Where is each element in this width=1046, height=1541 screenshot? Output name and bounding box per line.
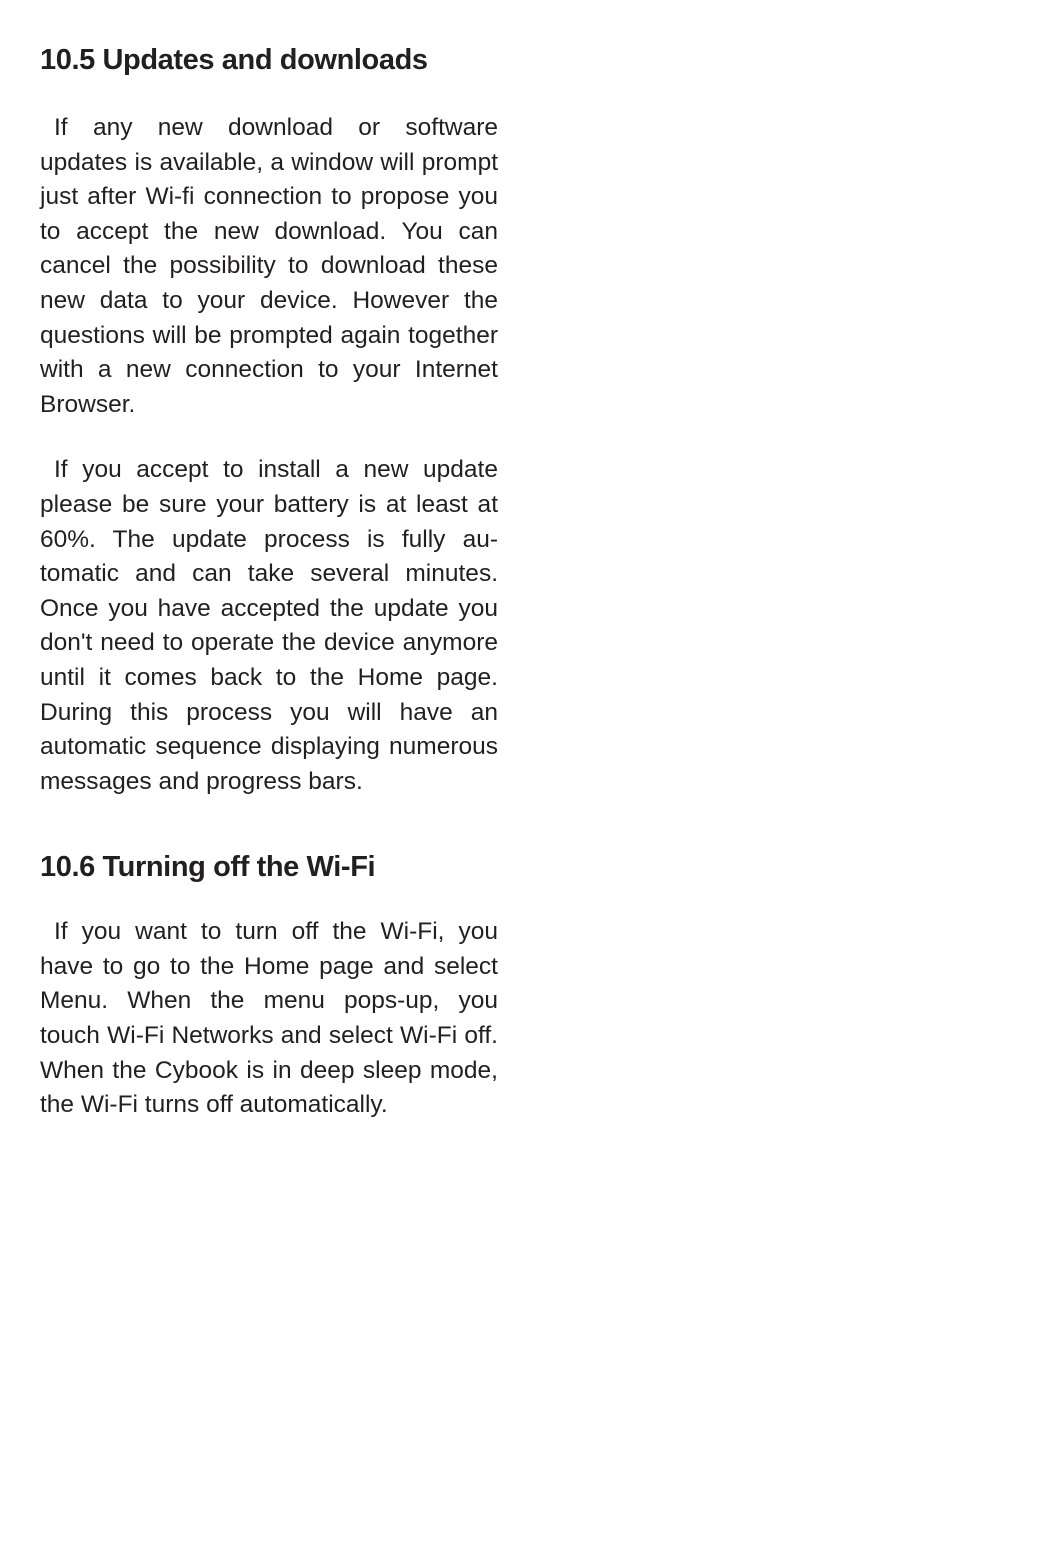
text-column — [40, 38, 498, 1123]
paragraph-updates-install: If you accept to install a new update please be sure your battery is at least at 60%. The update process is fully automatic and can take several minutes. Once you have accepted the update you don't need to operate the device anymore until it comes back to the Home page. During this process you will have an automatic sequence displaying numerous messages and progress bars. — [40, 456, 498, 795]
section-heading-updates: 10.5 Updates and downloads — [40, 44, 428, 76]
section-heading-wifi-off: 10.6 Turning off the Wi-Fi — [40, 851, 376, 884]
paragraph-updates-prompt: If any new download or software updates is available, a window will prompt just after Wi-fi connection to propose you to accept the new download. You can cancel the possibility to download these new data to your device. However the questions will be prompted again together with a new connection to your Internet Browser. — [40, 114, 498, 418]
paragraph-wifi-off: If you want to turn off the Wi-Fi, you have to go to the Home page and select Menu. When the menu pops-up, you touch Wi-Fi Networks and select Wi-Fi off. When the Cybook is in deep sleep mode, the Wi-Fi turns off automatically. — [40, 918, 498, 1119]
